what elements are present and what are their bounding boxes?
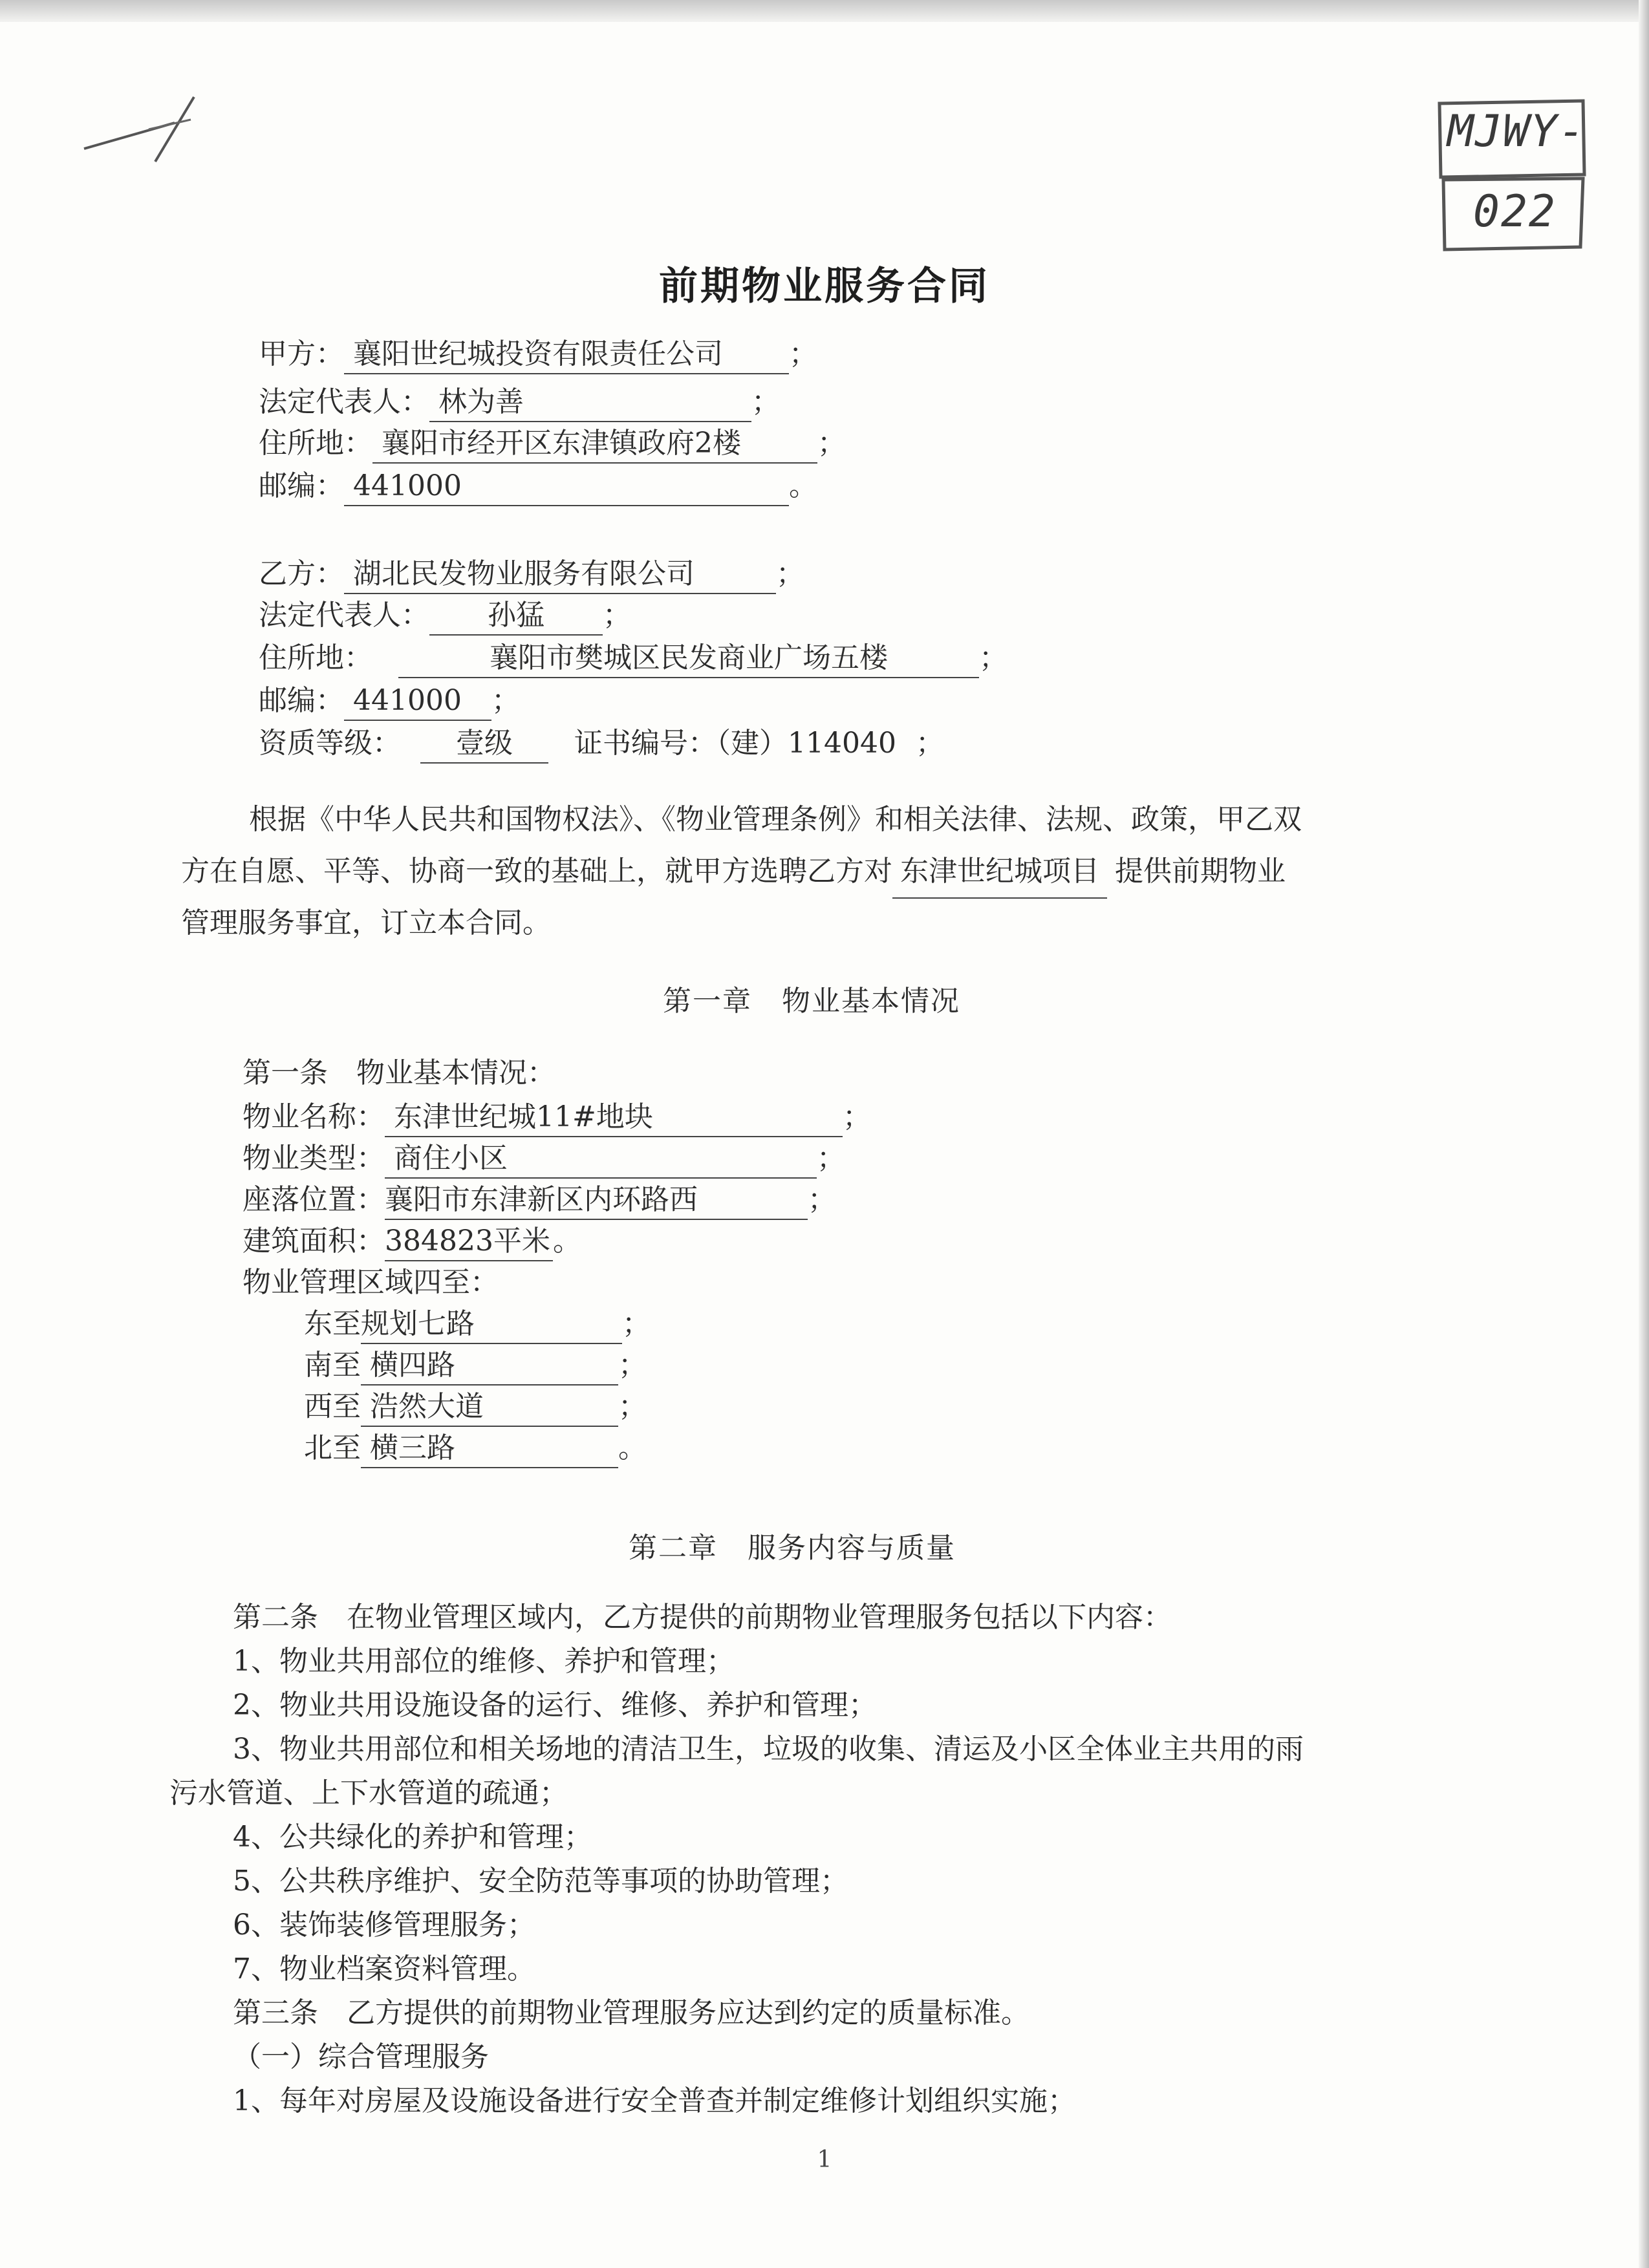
property-type-end: ； — [817, 1142, 845, 1175]
party-b-addr-label: 住所地： — [259, 641, 372, 674]
boundary-north-end: 。 — [618, 1431, 647, 1464]
preamble-text-a: 方在自愿、平等、协商一致的基础上，就甲方选聘乙方对 — [181, 855, 892, 888]
boundary-south-label: 南至 — [304, 1349, 361, 1382]
party-a-addr: 襄阳市经开区东津镇政府2楼 — [372, 427, 817, 464]
service-item-5: 5、公共秩序维护、安全防范等事项的协助管理； — [233, 1865, 848, 1898]
property-type-label: 物业类型： — [242, 1142, 385, 1175]
scan-edge-right — [1639, 0, 1649, 2268]
party-a-rep-end: ； — [751, 385, 780, 418]
boundary-north-value: 横三路 — [361, 1431, 618, 1468]
property-location-line — [242, 1183, 836, 1220]
party-a-rep-line — [259, 385, 780, 422]
service-item-7: 7、物业档案资料管理。 — [233, 1952, 535, 1985]
property-name-line — [242, 1100, 871, 1137]
article-1-heading: 第一条 物业基本情况： — [242, 1056, 555, 1089]
property-area-label: 建筑面积： — [242, 1225, 385, 1257]
party-b-label: 乙方： — [259, 557, 344, 590]
chapter-2-heading: 第二章 服务内容与质量 — [629, 1532, 956, 1565]
party-b-zip: 441000 — [344, 684, 491, 721]
property-name-end: ； — [843, 1100, 871, 1133]
preamble-line-1: 根据《中华人民共和国物权法》、《物业管理条例》和相关法律、法规、政策，甲乙双 — [249, 803, 1302, 836]
party-a-zip: 441000 — [344, 469, 789, 506]
party-a-zip-end: 。 — [789, 469, 817, 502]
party-a-zip-line — [259, 469, 817, 506]
party-a-rep-label: 法定代表人： — [259, 385, 429, 418]
party-b-zip-label: 邮编： — [259, 684, 344, 717]
party-a-label: 甲方： — [259, 337, 344, 370]
boundary-west-label: 西至 — [304, 1390, 361, 1423]
doc-code-line-2: 022 — [1473, 186, 1557, 237]
party-b-name: 湖北民发物业服务有限公司 — [344, 557, 776, 594]
party-a-addr-line — [259, 427, 846, 464]
boundary-east-end: ； — [622, 1307, 651, 1340]
boundary-west — [304, 1390, 647, 1427]
boundary-west-end: ； — [618, 1390, 647, 1423]
party-b-addr-line — [259, 641, 1008, 678]
party-b-rep: 孙猛 — [429, 599, 603, 636]
party-a-name: 襄阳世纪城投资有限责任公司 — [344, 337, 789, 374]
party-b-end: ； — [776, 557, 804, 590]
party-b-grade: 壹级 — [420, 727, 548, 764]
boundary-east-value: 规划七路 — [361, 1307, 622, 1344]
preamble-line-2 — [181, 846, 1286, 899]
property-area-line — [242, 1225, 581, 1261]
article-3-subheading: （一）综合管理服务 — [233, 2040, 489, 2073]
party-b-grade-label: 资质等级： — [259, 727, 401, 760]
party-b-rep-line — [259, 599, 631, 636]
party-b-grade-line — [259, 727, 944, 764]
party-b-addr: 襄阳市樊城区民发商业广场五楼 — [398, 641, 979, 678]
service-item-2: 2、物业共用设施设备的运行、维修、养护和管理； — [233, 1689, 877, 1722]
property-location-label: 座落位置： — [242, 1183, 385, 1216]
boundary-east — [304, 1307, 651, 1344]
party-b-cert-end: ； — [915, 727, 944, 760]
page-number: 1 — [817, 2146, 832, 2173]
party-b-zip-line — [259, 684, 520, 721]
property-name-label: 物业名称： — [242, 1100, 385, 1133]
property-type-line — [242, 1142, 845, 1179]
service-item-3-cont: 污水管道、上下水管道的疏通； — [169, 1777, 568, 1810]
party-b-rep-end: ； — [603, 599, 631, 632]
service-item-1: 1、物业共用部位的维修、养护和管理； — [233, 1645, 735, 1678]
article-3-item-1: 1、每年对房屋及设施设备进行安全普查并制定维修计划组织实施； — [233, 2084, 1076, 2117]
boundary-north-label: 北至 — [304, 1431, 361, 1464]
preamble-project: 东津世纪城项目 — [892, 846, 1107, 899]
party-b-zip-end: ； — [491, 684, 520, 717]
property-type: 商住小区 — [385, 1142, 817, 1179]
party-a-zip-label: 邮编： — [259, 469, 344, 502]
boundaries-heading: 物业管理区域四至： — [242, 1266, 499, 1299]
party-b-addr-end: ； — [979, 641, 1008, 674]
property-area-end: 。 — [552, 1225, 581, 1257]
chapter-1-heading: 第一章 物业基本情况 — [663, 985, 960, 1018]
boundary-south — [304, 1349, 647, 1385]
property-name: 东津世纪城11#地块 — [385, 1100, 843, 1137]
party-a-addr-end: ； — [817, 427, 846, 460]
preamble-line-3: 管理服务事宜，订立本合同。 — [181, 906, 551, 939]
boundary-north — [304, 1431, 647, 1468]
party-b-rep-label: 法定代表人： — [259, 599, 429, 632]
article-3-heading: 第三条 乙方提供的前期物业管理服务应达到约定的质量标准。 — [233, 1996, 1029, 2029]
property-location-end: ； — [808, 1183, 836, 1216]
pen-mark — [78, 84, 200, 175]
document-title: 前期物业服务合同 — [659, 264, 990, 309]
party-a-end: ； — [789, 337, 817, 370]
doc-code-line-1: MJWY- — [1447, 106, 1586, 157]
document-code-stamp — [1434, 97, 1587, 252]
service-item-3: 3、物业共用部位和相关场地的清洁卫生，垃圾的收集、清运及小区全体业主共用的雨 — [233, 1733, 1304, 1766]
boundary-south-value: 横四路 — [361, 1349, 618, 1385]
boundary-south-end: ； — [618, 1349, 647, 1382]
service-item-6: 6、装饰装修管理服务； — [233, 1909, 535, 1942]
scan-edge-top — [0, 0, 1649, 22]
service-item-4: 4、公共绿化的养护和管理； — [233, 1821, 592, 1854]
property-location: 襄阳市东津新区内环路西 — [385, 1183, 808, 1220]
boundary-west-value: 浩然大道 — [361, 1390, 618, 1427]
party-a-line — [259, 337, 817, 374]
boundary-east-label: 东至 — [304, 1307, 361, 1340]
article-2-heading: 第二条 在物业管理区域内，乙方提供的前期物业管理服务包括以下内容： — [233, 1601, 1172, 1634]
preamble-text-b: 提供前期物业 — [1115, 855, 1286, 888]
party-a-addr-label: 住所地： — [259, 427, 372, 460]
property-area: 384823平米 — [385, 1225, 553, 1261]
party-b-cert: 证书编号：（建）114040 — [574, 727, 896, 760]
party-a-rep: 林为善 — [429, 385, 751, 422]
party-b-line — [259, 557, 804, 594]
